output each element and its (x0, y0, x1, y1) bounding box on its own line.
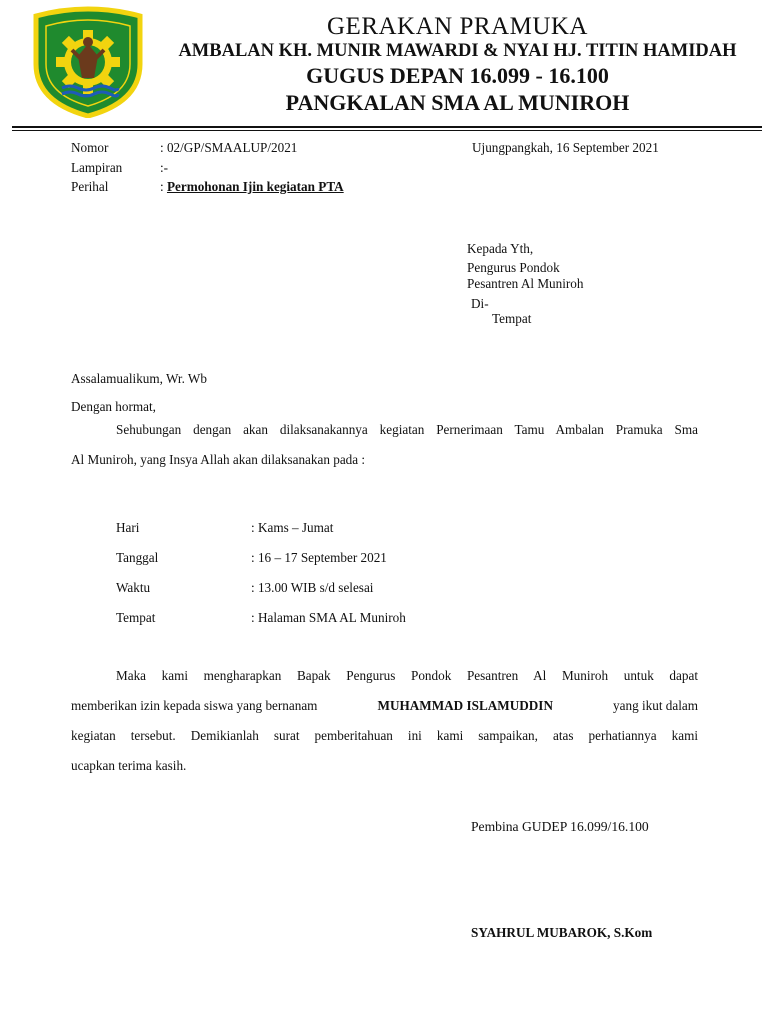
closing-line2-pre: memberikan izin kepada siswa yang bernanam (71, 698, 318, 713)
letterhead-ambalan: AMBALAN KH. MUNIR MAWARDI & NYAI HJ. TITIN HAMIDAH (178, 41, 737, 61)
letterhead-gugus: GUGUS DEPAN 16.099 - 16.100 (306, 63, 609, 88)
detail-hari-label: Hari (116, 520, 140, 535)
letterhead-org: GERAKAN PRAMUKA (327, 13, 588, 40)
perihal-colon: : (160, 179, 167, 194)
recipient-line3: Pesantren Al Muniroh (467, 276, 584, 291)
letterhead-rule-thick (12, 126, 762, 128)
closing-line1: Maka kami mengharapkan Bapak Pengurus Pondok Pesantren Al Muniroh untuk dapat (116, 668, 698, 683)
greeting: Assalamualikum, Wr. Wb (71, 371, 207, 386)
signature-name: SYAHRUL MUBAROK, S.Kom (471, 925, 653, 940)
closing-line2 (71, 691, 698, 721)
detail-waktu-value: : 13.00 WIB s/d selesai (251, 580, 374, 595)
recipient-line1: Kepada Yth, (467, 241, 534, 256)
intro-line2: Al Muniroh, yang Insya Allah akan dilaksanakan pada : (71, 452, 366, 467)
signature-title: Pembina GUDEP 16.099/16.100 (471, 819, 649, 834)
lampiran-value: :- (160, 160, 169, 175)
detail-tempat-value: : Halaman SMA AL Muniroh (251, 610, 406, 625)
intro-line1: Sehubungan dengan akan dilaksanakannya kegiatan Pernerimaan Tamu Ambalan Pramuka Sma (116, 422, 698, 437)
detail-tempat-label: Tempat (116, 610, 156, 625)
letterhead-pangkalan: PANGKALAN SMA AL MUNIROH (285, 90, 630, 115)
closing-line2-post: yang ikut dalam (613, 698, 698, 713)
detail-tanggal-label: Tanggal (116, 550, 159, 565)
detail-waktu-label: Waktu (116, 580, 151, 595)
nomor-label: Nomor (71, 140, 109, 155)
letterhead-rule-thin (12, 130, 762, 131)
closing-line3: kegiatan tersebut. Demikianlah surat pemberitahuan ini kami sampaikan, atas perhatiannya kami (71, 728, 698, 743)
perihal-value-line (160, 179, 344, 195)
nomor-value: : 02/GP/SMAALUP/2021 (160, 140, 298, 155)
perihal-label: Perihal (71, 179, 109, 194)
recipient-line4: Di- (471, 296, 489, 311)
closing-line4: ucapkan terima kasih. (71, 758, 187, 773)
lampiran-label: Lampiran (71, 160, 123, 175)
pramuka-emblem-logo (28, 6, 148, 118)
student-name: MUHAMMAD ISLAMUDDIN (377, 698, 553, 713)
recipient-line5: Tempat (492, 311, 532, 326)
salutation: Dengan hormat, (71, 399, 156, 414)
place-date: Ujungpangkah, 16 September 2021 (472, 140, 659, 155)
detail-hari-value: : Kams – Jumat (251, 520, 334, 535)
perihal-value: Permohonan Ijin kegiatan PTA (166, 179, 344, 194)
recipient-line2: Pengurus Pondok (467, 260, 560, 275)
detail-tanggal-value: : 16 – 17 September 2021 (251, 550, 387, 565)
